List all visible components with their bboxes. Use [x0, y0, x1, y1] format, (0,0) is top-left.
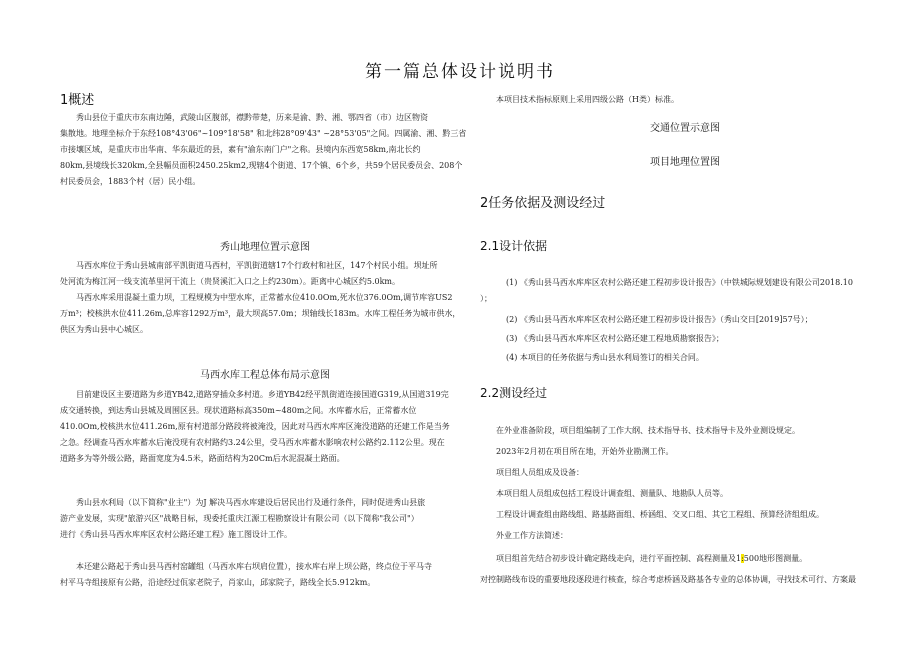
text-line: 马西水库采用混凝土重力坝，工程规模为中型水库，正常蓄水位410.0Om,死水位376.0Om,调节库容US2: [76, 293, 453, 302]
list-item: (2) 《秀山县马西水库库区农村公路还建工程初步设计报告》（秀山交日[2019]57号）；: [506, 315, 813, 324]
text-line: 秀山县水利局（以下简称"业主"）为J 解决马西水库建设后居民出行及通行条件，同时促进秀山县旅: [76, 498, 426, 507]
text-line: 进行《秀山县马西水库库区农村公路还建工程》施工图设计工作。: [60, 530, 292, 539]
list-item: (3) 《秀山县马西水库库区农村公路还建工程地质勘察报告》；: [506, 334, 724, 343]
road-paragraph: [60, 389, 470, 464]
text-line: 秀山县位于重庆市东南边陲，武陵山区腹部，襟黔带楚，历来是渝、黔、湘、鄂四省（市）边区物资: [76, 113, 428, 122]
text-line: 市接壤区域，是重庆市出华南、华东最近的县，素有"渝东南门户"之称。县境内东西宽58km,南北长约: [60, 145, 421, 154]
basis-list: [480, 277, 896, 363]
text-line: 本项目技术指标原则上采用四级公路（H类）标准。: [496, 95, 679, 104]
text-line: 处河流为梅江河一线支流革里河干流上（贵贤溪汇入口之上约230m）。距离中心城区约5.0km。: [60, 277, 401, 286]
caption-layout-map: 马西水库工程总体布局示意图: [200, 370, 330, 381]
standard-line: [496, 94, 679, 105]
document-title: 第一篇总体设计说明书: [365, 62, 555, 82]
text-line: 对控制路线布设的重要地段逐段进行核查，综合考虑桥涵及路基各专业的总体协调，寻找技术可行、方案最: [480, 575, 856, 584]
text-line: 集散地。地理坐标介于东经108°43'06"~109°18'58" 和北纬28°09'43" ~28°53'05"之间。四属渝、湘、黔三省: [60, 129, 467, 138]
reservoir-paragraph: [60, 260, 470, 335]
text-line: 项目组人员组成及设备：: [496, 468, 584, 477]
text-line: 本还建公路起于秀山县马西村窑罐组（马西水库右坝肩位置），接水库右岸上坝公路，终点位于平马寺: [76, 562, 432, 571]
subsection-heading-design-basis: 2.1设计依据: [480, 239, 548, 253]
text-line: 在外业准备阶段，项目组编制了工作大纲、技术指导书、技术指导卡及外业测设规定。: [496, 426, 800, 435]
text-line: 本项目组人员组成包括工程设计调查组、测量队、地勘队人员等。: [496, 489, 728, 498]
caption-traffic-map: 交通位置示意图: [650, 123, 720, 134]
text-line-highlighted: [496, 553, 896, 564]
text-line: 游产业发展，实现"旅游兴区"战略目标，现委托重庆江源工程勘察设计有限公司（以下简称"我公司"）: [60, 514, 419, 523]
caption-location-map: 秀山地理位置示意图: [220, 242, 310, 253]
overview-paragraph: [60, 112, 470, 187]
list-item: (1) 《秀山县马西水库库区农村公路还建工程初步设计报告》（中铁城际规划建设有限公司2018.10: [506, 278, 853, 287]
survey-wrap-line: [480, 574, 900, 585]
text-line: 之急。经调查马西水库蓄水后淹没现有农村路约3.24公里，受马西水库蓄水影响农村公路约2.112公里。现在: [60, 438, 445, 447]
text-line: 2023年2月初在项目所在地，开始外业勘测工作。: [496, 447, 674, 456]
text-line: 村民委员会，1883个村（居）民小组。: [60, 177, 201, 186]
list-item: ）；: [480, 294, 492, 303]
section-heading-basis: 2任务依据及测设经过: [480, 196, 606, 211]
text-line: 目前建设区主要道路为乡道YB42,道路穿插众多村道。乡道YB42经平凯街道连接国道G319,从国道319完: [76, 390, 449, 399]
survey-paragraph: [496, 425, 896, 564]
section-heading-overview: 1概述: [60, 93, 95, 108]
text-line: 道路多为等外级公路，路面宽度为4.5米，路面结构为20Cm后水泥混凝土路面。: [60, 454, 345, 463]
text-line: 外业工作方法简述：: [496, 531, 568, 540]
bureau-paragraph: [60, 497, 470, 540]
highlight-mark: :: [741, 554, 744, 563]
text-line: 村平马寺组接原有公路，沿途经过佤家老院子，肖家山，邱家院子，路线全长5.912km。: [60, 578, 376, 587]
text-line: 马西水库位于秀山县城南部平凯街道马西村，平凯街道辖17个行政村和社区，147个村民小组。坝址所: [76, 261, 438, 270]
text-line: 万m³；校核洪水位411.26m,总库容1292万m³，最大坝高57.0m；坝轴线长183m。水库工程任务为城市供水，: [60, 309, 461, 318]
caption-geo-map: 项目地理位置图: [650, 157, 720, 168]
text-fragment: 500地形图测量。: [743, 554, 808, 563]
route-paragraph: [60, 561, 470, 588]
text-line: 成交通转换，到达秀山县城及周围区县。现状道路标高350m~480m之间。水库蓄水后，正常蓄水位: [60, 406, 417, 415]
text-line: 供区为秀山县中心城区。: [60, 325, 148, 334]
list-item: (4) 本项目的任务依据与秀山县水利局签订的相关合同。: [506, 353, 704, 362]
text-line: 410.0Om,校核洪水位411.26m,原有村道部分路段将被淹没，因此对马西水库库区淹没道路的还建工作是当务: [60, 422, 450, 431]
text-line: 工程设计调查组由路线组、路基路面组、桥涵组、交叉口组、其它工程组、预算经济组组成。: [496, 510, 824, 519]
text-fragment: 项目组首先结合初步设计确定路线走向，进行平面控制、高程测量及1: [496, 554, 742, 563]
subsection-heading-survey: 2.2测设经过: [480, 386, 548, 400]
text-line: 80km,县境线长320km,全县幅员面积2450.25km2,现辖4个街道、17个镇、6个乡，共59个居民委员会、208个: [60, 161, 463, 170]
